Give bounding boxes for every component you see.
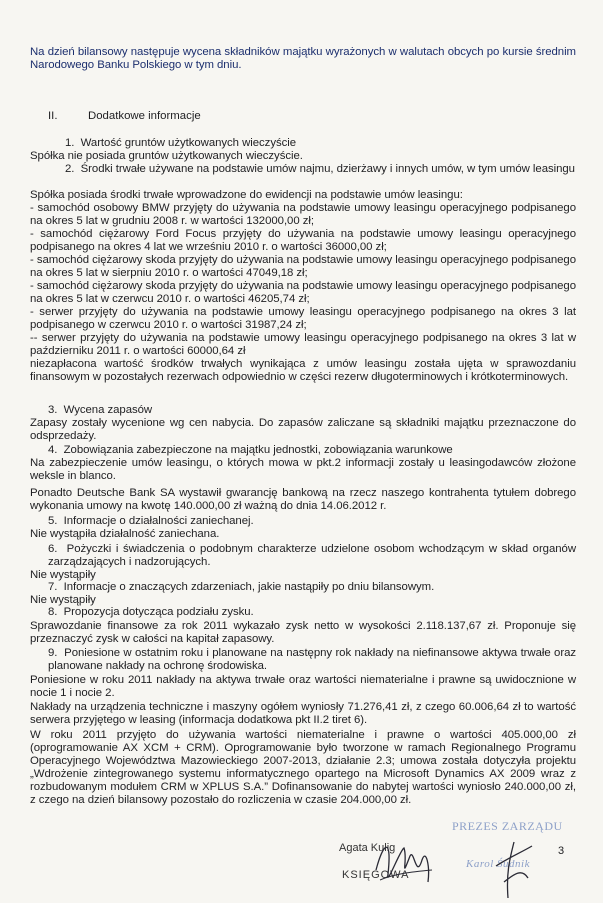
stamp-title: PREZES ZARZĄDU: [452, 819, 563, 833]
president-signature: [488, 838, 540, 902]
item-9-paragraph-3: W roku 2011 przyjęto do używania wartości niematerialne i prawne o wartości 405.000,00 zł (oprogramowanie AX XCM + CRM). Oprogramowanie było tworzone w ramach Regionalnego Programu Operacyjnego Województwa Mazowieckiego 2007-2013, działanie 2.3; umowa została dotyczyła projektu „Wdrożenie zintegrowanego systemu informatycznego opartego na Microsoft Dynamics AX 2009 wraz z rozbudowanym modułem CRM w XPLUS S.A.” Dofinansowanie do nabytej wartości wyniosło 240.000,00 zł, z czego na dzień bilansowy pozostało do rozliczenia w czasie 204.000,00 zł.: [30, 729, 576, 806]
item-3-heading: 3. Wycena zapasów: [48, 404, 153, 416]
item-5-heading: 5. Informacje o działalności zaniechanej.: [48, 515, 254, 527]
item-1-heading: 1. Wartość gruntów użytkowanych wieczyście: [65, 137, 297, 149]
section-heading: [48, 110, 201, 122]
leasing-line-6: -- serwer przyjęty do używania na podstawie umowy leasingu operacyjnego podpisanego na okres 3 lat w październiku 2011 r. o wartości 60000,64 zł: [30, 332, 576, 357]
item-8-text: Sprawozdanie finansowe za rok 2011 wykazało zysk netto w wysokości 2.118.137,67 zł. Proponuje się przeznaczyć zysk w całości na kapitał zapasowy.: [30, 620, 576, 645]
item-9-paragraph-1: Poniesione w roku 2011 nakłady na aktywa trwałe oraz wartości niematerialne i prawne są uwidocznione w nocie 1 i nocie 2.: [30, 674, 576, 699]
item-1-text: Spółka nie posiada gruntów użytkowanych wieczyście.: [30, 150, 303, 162]
leasing-line-5: - serwer przyjęty do używania na podstawie umowy leasingu operacyjnego podpisanego na okres 3 lat podpisanego w czerwcu 2010 r. o wartości 31987,24 zł;: [30, 306, 576, 331]
section-number: II.: [48, 110, 58, 122]
accountant-signature: [370, 830, 440, 896]
leasing-line-3: - samochód ciężarowy skoda przyjęty do używania na podstawie umowy leasingu operacyjnego podpisanego na okres 5 lat w sierpniu 2010 r. o wartości 47049,18 zł;: [30, 254, 576, 279]
item-8-heading: 8. Propozycja dotycząca podziału zysku.: [48, 606, 254, 618]
item-7-text: Nie wystąpiły: [30, 594, 96, 606]
accountant-name: Agata Kulig: [339, 842, 396, 854]
section-title: Dodatkowe informacje: [88, 110, 201, 122]
leasing-line-4: - samochód ciężarowy skoda przyjęty do używania na podstawie umowy leasingu operacyjnego podpisanego na okres 5 lat w czerwcu 2010 r. o wartości 46205,74 zł;: [30, 280, 576, 305]
stamp-name: Karol Śudnik: [466, 858, 530, 870]
item-2-heading: 2. Środki trwałe używane na podstawie umów najmu, dzierżawy i innych umów, w tym umów leasingu: [65, 163, 575, 175]
item-4-heading: 4. Zobowiązania zabezpieczone na majątku jednostki, zobowiązania warunkowe: [48, 444, 453, 456]
leasing-line-1: - samochód osobowy BMW przyjęty do używania na podstawie umowy leasingu operacyjnego podpisanego na okres 5 lat w grudniu 2008 r. w wartości 132000,00 zł;: [30, 202, 576, 227]
leasing-line-2: - samochód ciężarowy Ford Focus przyjęty do używania na podstawie umowy leasingu operacyjnego podpisanego na okres 4 lat we wrześniu 2010 r. o wartości 36000,00 zł;: [30, 228, 576, 253]
item-4-text-2: Ponadto Deutsche Bank SA wystawił gwarancję bankową na rzecz naszego kontrahenta tytułem dobrego wykonania umowy na kwotę 140.000,00 zł ważną do dnia 14.06.2012 r.: [30, 487, 576, 512]
item-2-closing: niezapłacona wartość środków trwałych wynikająca z umów leasingu została ujęta w sprawozdaniu finansowym w pozostałych rezerwach odpowiednio w części rezerw długoterminowych i krótkoterminowych.: [30, 358, 576, 383]
intro-paragraph: Na dzień bilansowy następuje wycena składników majątku wyrażonych w walutach obcych po kursie średnim Narodowego Banku Polskiego w tym dniu.: [30, 46, 576, 71]
accountant-role: KSIĘGOWA: [342, 869, 410, 881]
item-9-heading: 9. Poniesione w ostatnim roku i planowane na następny rok nakłady na niefinansowe aktywa trwałe oraz planowane nakłady na ochronę środowiska.: [48, 647, 576, 672]
page-number: 3: [558, 845, 565, 857]
item-6-heading: 6. Pożyczki i świadczenia o podobnym charakterze udzielone osobom wchodzącym w skład organów zarządzających i nadzorujących.: [48, 543, 576, 568]
item-4-text-1: Na zabezpieczenie umów leasingu, o których mowa w pkt.2 informacji zostały u leasingodawców złożone weksle in blanco.: [30, 457, 576, 482]
item-9-paragraph-2: Nakłady na urządzenia techniczne i maszyny ogółem wyniosły 71.276,41 zł, z czego 60.006,64 zł to wartość serwera przyjętego w leasing (informacja dodatkowa pkt II.2 tiret 6).: [30, 701, 576, 726]
item-3-text: Zapasy zostały wycenione wg cen nabycia. Do zapasów zaliczane są składniki majątku przeznaczone do odsprzedaży.: [30, 417, 576, 442]
item-6-text: Nie wystąpiły: [30, 569, 96, 581]
item-5-text: Nie wystąpiła działalność zaniechana.: [30, 528, 220, 540]
item-2-intro: Spółka posiada środki trwałe wprowadzone do ewidencji na podstawie umów leasingu:: [30, 189, 463, 201]
item-7-heading: 7. Informacje o znaczących zdarzeniach, jakie nastąpiły po dniu bilansowym.: [48, 581, 435, 593]
